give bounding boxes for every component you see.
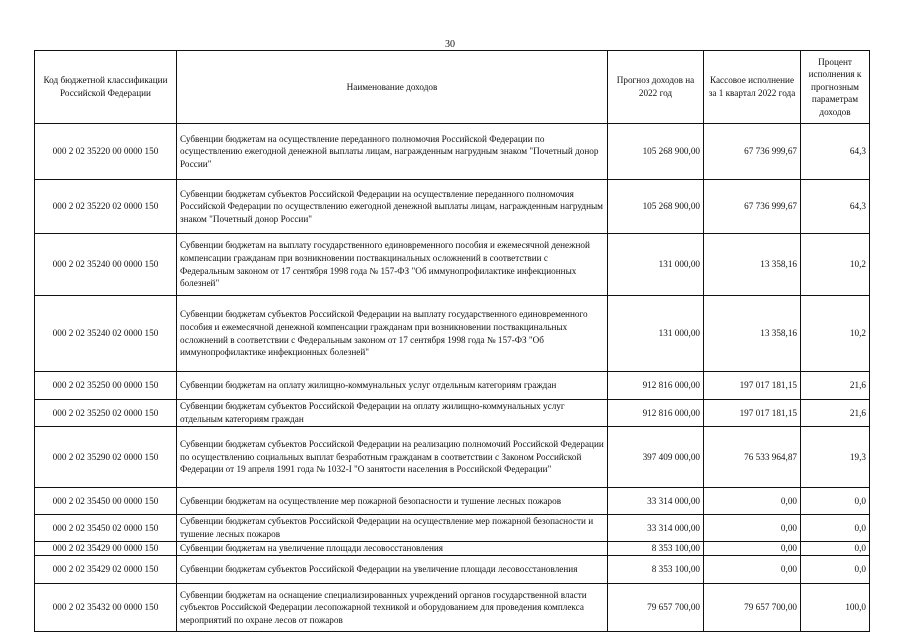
row-forecast: 8 353 100,00 — [608, 556, 704, 584]
row-code: 000 2 02 35250 02 0000 150 — [35, 400, 177, 427]
row-name: Субвенции бюджетам субъектов Российской Федерации на осуществление мер пожарной безопасности и тушение лесных пожаров — [177, 515, 608, 542]
table-header-row — [35, 51, 870, 124]
table-row — [35, 180, 870, 234]
row-forecast: 131 000,00 — [608, 296, 704, 372]
row-name: Субвенции бюджетам на осуществление мер пожарной безопасности и тушение лесных пожаров — [177, 488, 608, 515]
row-code: 000 2 02 35250 00 0000 150 — [35, 372, 177, 400]
table-row — [35, 234, 870, 296]
row-cash: 0,00 — [704, 542, 801, 556]
table-row — [35, 296, 870, 372]
row-forecast: 131 000,00 — [608, 234, 704, 296]
row-cash: 76 533 964,87 — [704, 427, 801, 488]
table-row — [35, 542, 870, 556]
revenue-table — [34, 50, 870, 632]
row-code: 000 2 02 35240 02 0000 150 — [35, 296, 177, 372]
row-percent: 64,3 — [801, 124, 870, 180]
row-percent: 0,0 — [801, 488, 870, 515]
row-percent: 10,2 — [801, 234, 870, 296]
row-forecast: 397 409 000,00 — [608, 427, 704, 488]
row-name: Субвенции бюджетам на выплату государственного единовременного пособия и ежемесячной денежной компенсации гражданам при возникновении поствакцинальных осложнений в соответствии с Федеральным законом от 17 сентября 1998 года № 157-ФЗ "Об иммунопрофилактике инфекционных болезней" — [177, 234, 608, 296]
row-percent: 19,3 — [801, 427, 870, 488]
row-percent: 0,0 — [801, 542, 870, 556]
table-row — [35, 372, 870, 400]
row-forecast: 912 816 000,00 — [608, 372, 704, 400]
row-name: Субвенции бюджетам субъектов Российской Федерации на реализацию полномочий Российской Федерации по осуществлению социальных выплат безработным гражданам в соответствии с Законом Российской Федерации от 19 апреля 1991 года № 1032-I "О занятости населения в Российской Федерации" — [177, 427, 608, 488]
header-code: Код бюджетной классификации Российской Федерации — [35, 51, 177, 124]
row-cash: 13 358,16 — [704, 296, 801, 372]
row-name: Субвенции бюджетам субъектов Российской Федерации на выплату государственного единовременного пособия и ежемесячной денежной компенсации гражданам при возникновении поствакцинальных осложнений в соответствии с Федеральным законом от 17 сентября 1998 года № 157-ФЗ "Об иммунопрофилактике инфекционных болезней" — [177, 296, 608, 372]
row-code: 000 2 02 35450 02 0000 150 — [35, 515, 177, 542]
row-cash: 197 017 181,15 — [704, 372, 801, 400]
row-forecast: 33 314 000,00 — [608, 515, 704, 542]
row-code: 000 2 02 35432 00 0000 150 — [35, 584, 177, 632]
table-row — [35, 427, 870, 488]
row-cash: 0,00 — [704, 515, 801, 542]
row-percent: 10,2 — [801, 296, 870, 372]
row-code: 000 2 02 35429 02 0000 150 — [35, 556, 177, 584]
row-code: 000 2 02 35240 00 0000 150 — [35, 234, 177, 296]
row-forecast: 105 268 900,00 — [608, 124, 704, 180]
row-code: 000 2 02 35429 00 0000 150 — [35, 542, 177, 556]
row-forecast: 105 268 900,00 — [608, 180, 704, 234]
page-number: 30 — [445, 39, 455, 50]
row-cash: 67 736 999,67 — [704, 180, 801, 234]
row-code: 000 2 02 35220 00 0000 150 — [35, 124, 177, 180]
row-forecast: 33 314 000,00 — [608, 488, 704, 515]
row-name: Субвенции бюджетам субъектов Российской Федерации на осуществление переданного полномочия Российской Федерации по осуществлению ежегодной денежной выплаты лицам, награжденным нагрудным знаком "Почетный донор России" — [177, 180, 608, 234]
row-cash: 0,00 — [704, 488, 801, 515]
row-name: Субвенции бюджетам субъектов Российской Федерации на оплату жилищно-коммунальных услуг отдельным категориям граждан — [177, 400, 608, 427]
row-percent: 0,0 — [801, 556, 870, 584]
row-percent: 0,0 — [801, 515, 870, 542]
row-cash: 197 017 181,15 — [704, 400, 801, 427]
row-name: Субвенции бюджетам субъектов Российской Федерации на увеличение площади лесовосстановления — [177, 556, 608, 584]
row-forecast: 8 353 100,00 — [608, 542, 704, 556]
row-code: 000 2 02 35290 02 0000 150 — [35, 427, 177, 488]
table-row — [35, 488, 870, 515]
header-percent: Процент исполнения к прогнозным параметрам доходов — [801, 51, 870, 124]
table-row — [35, 400, 870, 427]
row-cash: 0,00 — [704, 556, 801, 584]
row-cash: 79 657 700,00 — [704, 584, 801, 632]
row-name: Субвенции бюджетам на увеличение площади лесовосстановления — [177, 542, 608, 556]
row-forecast: 912 816 000,00 — [608, 400, 704, 427]
row-name: Субвенции бюджетам на оплату жилищно-коммунальных услуг отдельным категориям граждан — [177, 372, 608, 400]
header-cash: Кассовое исполнение за 1 квартал 2022 года — [704, 51, 801, 124]
row-percent: 100,0 — [801, 584, 870, 632]
row-name: Субвенции бюджетам на осуществление переданного полномочия Российской Федерации по осуществлению ежегодной денежной выплаты лицам, награжденным нагрудным знаком "Почетный донор России" — [177, 124, 608, 180]
table-row — [35, 515, 870, 542]
row-code: 000 2 02 35450 00 0000 150 — [35, 488, 177, 515]
row-percent: 21,6 — [801, 400, 870, 427]
row-percent: 64,3 — [801, 180, 870, 234]
row-cash: 67 736 999,67 — [704, 124, 801, 180]
row-name: Субвенции бюджетам на оснащение специализированных учреждений органов государственной власти субъектов Российской Федерации лесопожарной техникой и оборудованием для проведения комплекса мероприятий по охране лесов от пожаров — [177, 584, 608, 632]
header-name: Наименование доходов — [177, 51, 608, 124]
row-cash: 13 358,16 — [704, 234, 801, 296]
row-percent: 21,6 — [801, 372, 870, 400]
table-row — [35, 556, 870, 584]
table-row — [35, 584, 870, 632]
row-forecast: 79 657 700,00 — [608, 584, 704, 632]
row-code: 000 2 02 35220 02 0000 150 — [35, 180, 177, 234]
table-row — [35, 124, 870, 180]
header-forecast: Прогноз доходов на 2022 год — [608, 51, 704, 124]
